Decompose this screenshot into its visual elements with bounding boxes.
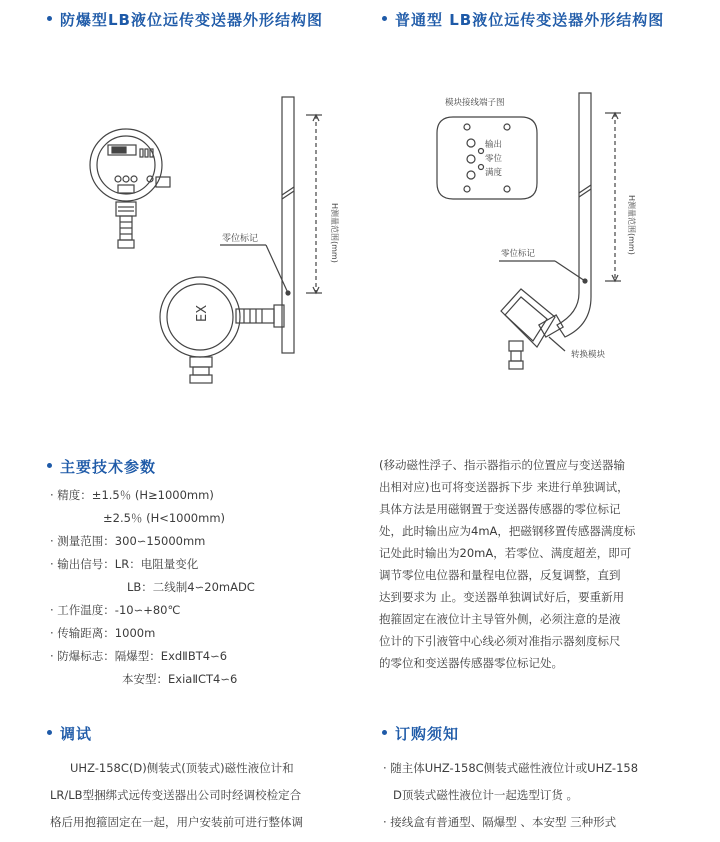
spec-range: · 测量范围：300∽15000mm <box>50 534 206 548</box>
terminal-label-zero: 零位 <box>485 154 503 164</box>
gauge-outer-ring <box>90 129 162 201</box>
paragraph-line: 达到要求为 止。变送器单独调试好后，要重新用 <box>379 590 625 604</box>
spec-accuracy: · 精度：±1.5％ (H≥1000mm) <box>50 488 214 502</box>
paragraph-line: · 随主体UHZ-158C侧装式磁性液位计或UHZ-158 <box>383 761 639 775</box>
spec-ex-mark: · 防爆标志：隔爆型：ExdⅡBT4∽6 <box>50 649 228 663</box>
terminal-label-output: 输出 <box>485 140 503 150</box>
spec-distance: · 传输距离：1000m <box>50 626 156 640</box>
paragraph-line: D顶装式磁性液位计一起选型订货 。 <box>393 788 579 802</box>
heading-debug: 调试 <box>47 723 92 744</box>
debug-paragraph <box>50 755 360 836</box>
heading-left-diagram: 防爆型LB液位远传变送器外形结构图 <box>47 9 323 30</box>
paragraph-line: 记处此时输出为20mA，若零位、满度超差，即可 <box>379 546 632 560</box>
bullet-dot <box>382 16 387 21</box>
spec-output-lb: LB：二线制4∽20mADC <box>127 580 255 594</box>
paragraph-line: LR/LB型捆绑式远传变送器出公司时经调校检定合 <box>50 788 302 802</box>
paragraph-line: 处，此时输出应为4mA，把磁钢移置传感器满度标 <box>379 524 636 538</box>
paragraph-line: 具体方法是用磁钢置于变送器传感器的零位标记 <box>379 502 621 516</box>
heading-specs: 主要技术参数 <box>47 456 156 477</box>
paragraph-line: UHZ-158C(D)侧装式(顶装式)磁性液位计和 <box>70 761 294 775</box>
heading-right-diagram: 普通型 LB液位远传变送器外形结构图 <box>382 9 664 30</box>
debug-continued-paragraph <box>379 454 699 674</box>
heading-order: 订购须知 <box>382 723 459 744</box>
sensor-rod <box>557 93 591 337</box>
paragraph-line: 调节零位电位器和量程电位器，反复调整，直到 <box>379 568 621 582</box>
paragraph-line: (移动磁性浮子、指示器指示的位置应与变送器输 <box>379 458 625 472</box>
standard-type-diagram <box>425 85 665 385</box>
paragraph-line: 的零位和变送器传感器零位标记处。 <box>379 656 563 670</box>
terminal-title: 模块接线端子图 <box>445 98 505 108</box>
paragraph-line: · 接线盒有普通型、隔爆型 、本安型 三种形式 <box>383 815 617 829</box>
spec-temperature: · 工作温度：-10∽+80℃ <box>50 603 181 617</box>
bullet-dot <box>47 463 52 468</box>
ex-mark-label: EX <box>195 304 210 322</box>
bullet-dot <box>47 16 52 21</box>
spec-accuracy-low: ±2.5％ (H<1000mm) <box>103 511 226 525</box>
range-label: H测量范围(mm) <box>330 203 339 263</box>
bullet-dot <box>47 730 52 735</box>
paragraph-line: 格后用抱箍固定在一起，用户安装前可进行整体调 <box>50 815 303 829</box>
order-paragraph <box>383 755 703 836</box>
zero-mark-label: 零位标记 <box>501 249 536 259</box>
spec-ex-mark-ia: 本安型：ExiaⅡCT4∽6 <box>122 672 238 686</box>
bullet-dot <box>382 730 387 735</box>
paragraph-line: 位计的下引液管中心线必须对准指示器刻度标尺 <box>379 634 621 648</box>
paragraph-line: 抱箍固定在液位计主导管外侧，必须注意的是液 <box>379 612 621 626</box>
paragraph-line: 出相对应)也可将变送器拆下步 来进行单独调试， <box>379 480 629 494</box>
terminal-label-full: 满度 <box>485 168 503 178</box>
range-label: H测量范围(mm) <box>627 195 636 255</box>
zero-mark-label: 零位标记 <box>222 234 259 244</box>
module-label: 转换模块 <box>571 350 606 360</box>
explosion-proof-diagram <box>70 85 350 395</box>
spec-output: · 输出信号：LR：电阻量变化 <box>50 557 199 571</box>
